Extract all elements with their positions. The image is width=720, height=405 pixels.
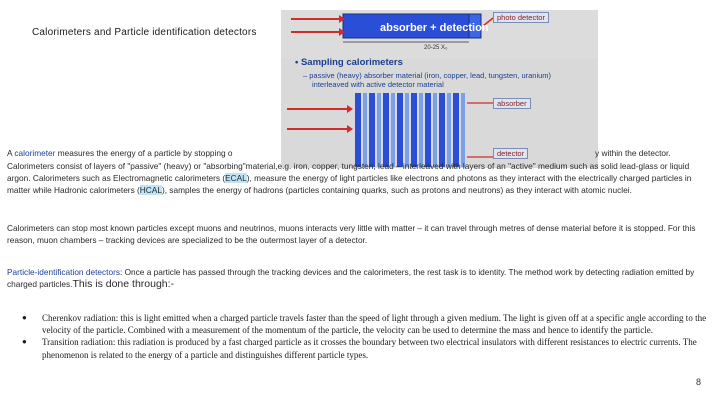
ecal-highlight: ECAL bbox=[225, 173, 247, 184]
paragraph-calorimeter-body: Calorimeters consist of layers of "passive" (heavy) or "absorbing"material,e.g. iron, copper, tungsten, lead – interleaved with layers of an "active" medium such as solid lead-glass or liquid argon. Calorimeters such as Electromagnetic calorimeters (ECAL), measure the energy of light particles like electrons and photons as they interact with the electrically charged particles in matter while Hadronic calorimeters (HCAL), samples the energy of hadrons (particles containing quarks, such as protons and neutrons) as they interact with atomic nuclei. bbox=[7, 161, 692, 196]
calorimeter-keyword: calorimeter bbox=[14, 148, 56, 158]
paragraph-particle-id: Particle-identification detectors: Once a particle has passed through the tracking devices and the calorimeters, the rest task is to identity. The method work by detecting radiation emitted by charged particles.This is done through:- bbox=[7, 267, 695, 291]
slide-title: Calorimeters and Particle identification detectors bbox=[32, 27, 257, 38]
sampling-description: – passive (heavy) absorber material (iron, copper, lead, tungsten, uranium) interleaved with active detector material bbox=[303, 71, 552, 89]
absorber-small-label: absorber bbox=[493, 98, 531, 109]
page-number: 8 bbox=[696, 377, 702, 387]
paragraph-calorimeter-intro: A calorimeter measures the energy of a particle by stopping o y within the detector. bbox=[7, 148, 671, 158]
bullet-icon: ● bbox=[22, 313, 27, 322]
list-item: ● Transition radiation: this radiation is produced by a fast charged particle as it crosses the boundary between two electrical insulators with different resistances to electric currents. The phenomenon is related to the energy of a particle and distinguishes different particle types. bbox=[22, 337, 697, 360]
paragraph-muons: Calorimeters can stop most known particles except muons and neutrinos, muons interacts very little with matter – it can travel through metres of dense material before it is stopped. For this reason, muon chambers – tracking devices are specialized to be the outermost layer of a detector. bbox=[7, 223, 696, 246]
bullet-icon: ● bbox=[22, 337, 27, 347]
radiation-bullet-list bbox=[22, 312, 712, 361]
detector-small-label: detector bbox=[493, 148, 528, 159]
absorber-detection-label: absorber + detection bbox=[380, 22, 489, 34]
photo-detector-label: photo detector bbox=[493, 12, 549, 23]
calorimeter-figure bbox=[281, 10, 598, 168]
list-item: ● Cherenkov radiation: this is light emitted when a charged particle travels faster than the speed of light through a given medium. The light is given off at a specific angle according to the velocity of the particle. Combined with a measurement of the momentum of the particle, the velocity can be used to determine the mass and hence to identify the particle. bbox=[22, 313, 707, 336]
homogeneous-calorimeter-diagram bbox=[281, 10, 598, 59]
scale-label: 20-25 X₀ bbox=[424, 45, 448, 51]
sampling-calorimeters-heading: • Sampling calorimeters bbox=[295, 57, 403, 68]
hcal-highlight: HCAL bbox=[139, 185, 162, 196]
particle-id-heading: Particle-identification detectors bbox=[7, 267, 120, 277]
